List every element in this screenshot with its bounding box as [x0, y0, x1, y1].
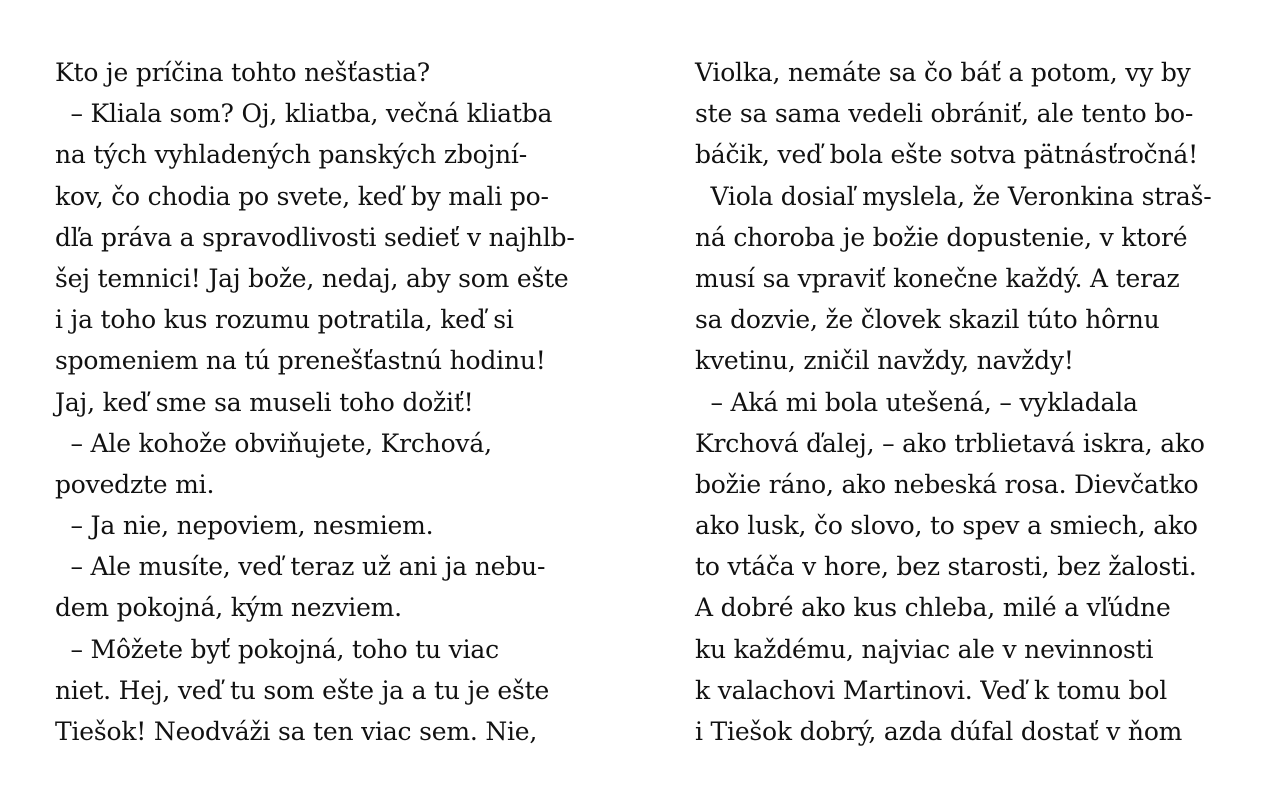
text-line: ná choroba je božie dopustenie, v ktoré	[695, 222, 1188, 252]
text-line: ako lusk, čo slovo, to spev a smiech, ako	[695, 511, 1198, 541]
text-line: ku každému, najviac ale v nevinnosti	[695, 634, 1154, 664]
text-line: povedzte mi.	[55, 469, 215, 499]
text-line: ste sa sama vedeli obrániť, ale tento bo-	[695, 99, 1194, 129]
right-page-text	[695, 52, 1255, 752]
text-line: – Môžete byť pokojná, toho tu viac	[55, 634, 499, 664]
text-line: sa dozvie, že človek skazil túto hôrnu	[695, 305, 1160, 335]
text-line: kov, čo chodia po svete, keď by mali po-	[55, 181, 549, 211]
text-line: – Ale kohože obviňujete, Krchová,	[55, 428, 492, 458]
text-line: to vtáča v hore, bez starosti, bez žalosti.	[695, 552, 1197, 582]
text-line: báčik, veď bola ešte sotva pätnásťročná!	[695, 140, 1198, 170]
text-line: na tých vyhladených panských zbojní-	[55, 140, 527, 170]
text-line: – Aká mi bola utešená, – vykladala	[695, 387, 1138, 417]
text-line: kvetinu, zničil navždy, navždy!	[695, 346, 1074, 376]
text-line: dem pokojná, kým nezviem.	[55, 593, 402, 623]
text-line: – Ale musíte, veď teraz už ani ja nebu-	[55, 552, 546, 582]
text-line: k valachovi Martinovi. Veď k tomu bol	[695, 675, 1168, 705]
text-line: Viola dosiaľ myslela, že Veronkina straš-	[695, 181, 1212, 211]
text-line: božie ráno, ako nebeská rosa. Dievčatko	[695, 469, 1199, 499]
text-line: – Ja nie, nepoviem, nesmiem.	[55, 511, 434, 541]
text-line: i Tiešok dobrý, azda dúfal dostať v ňom	[695, 717, 1183, 746]
text-line: A dobré ako kus chleba, milé a vľúdne	[695, 593, 1171, 623]
text-line: šej temnici! Jaj bože, nedaj, aby som ešte	[55, 263, 569, 293]
text-line: dľa práva a spravodlivosti sedieť v najhlb-	[55, 222, 575, 252]
text-line: spomeniem na tú prenešťastnú hodinu!	[55, 346, 546, 376]
text-line: i ja toho kus rozumu potratila, keď si	[55, 305, 514, 335]
left-page-text	[55, 52, 615, 752]
text-line: Kto je príčina tohto nešťastia?	[55, 58, 431, 87]
text-line: musí sa vpraviť konečne každý. A teraz	[695, 263, 1180, 293]
text-line: niet. Hej, veď tu som ešte ja a tu je ešte	[55, 675, 550, 705]
text-line: Tiešok! Neodváži sa ten viac sem. Nie,	[55, 717, 538, 746]
text-line: Krchová ďalej, – ako trblietavá iskra, ako	[695, 428, 1205, 458]
text-line: – Kliala som? Oj, kliatba, večná kliatba	[55, 99, 553, 129]
text-line: Violka, nemáte sa čo báť a potom, vy by	[695, 58, 1191, 87]
text-line: Jaj, keď sme sa museli toho dožiť!	[55, 387, 474, 417]
